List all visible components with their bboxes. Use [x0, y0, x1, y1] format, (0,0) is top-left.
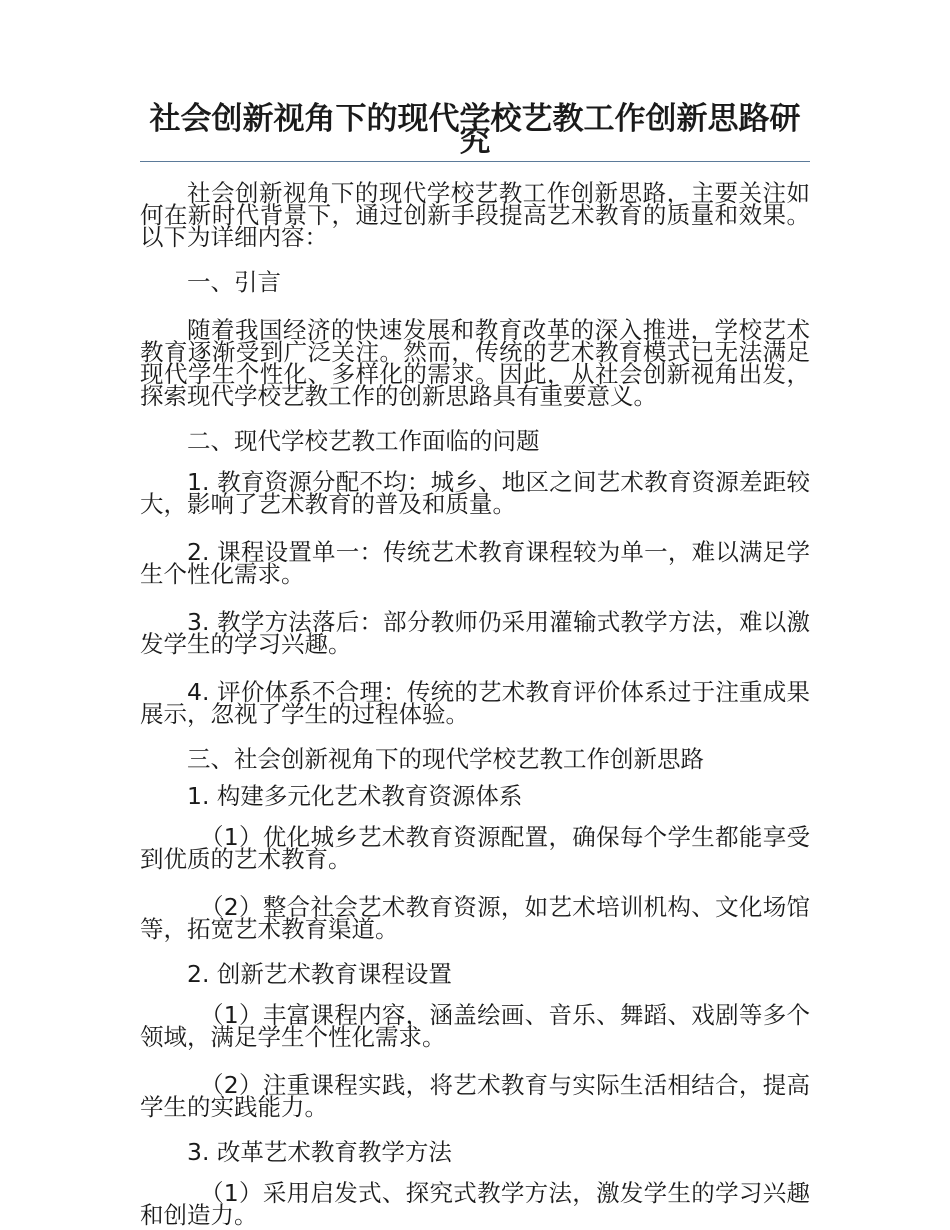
subsection-heading-3: 3. 改革艺术教育教学方法	[187, 1138, 452, 1166]
subsection-item-2-1: （1）丰富课程内容，涵盖绘画、音乐、舞蹈、戏剧等多个领域，满足学生个性化需求。	[140, 1001, 810, 1051]
section-heading-3: 三、社会创新视角下的现代学校艺教工作创新思路	[187, 745, 704, 773]
problem-item-4: 4. 评价体系不合理：传统的艺术教育评价体系过于注重成果展示，忽视了学生的过程体验。	[140, 678, 810, 728]
document-title: 社会创新视角下的现代学校艺教工作创新思路研究	[149, 101, 801, 159]
section-heading-2: 二、现代学校艺教工作面临的问题	[187, 427, 540, 455]
title-divider	[140, 161, 810, 162]
section-heading-1: 一、引言	[187, 268, 281, 296]
subsection-heading-2: 2. 创新艺术教育课程设置	[187, 960, 452, 988]
paragraph-background: 随着我国经济的快速发展和教育改革的深入推进，学校艺术教育逐渐受到广泛关注。然而，传统的艺术教育模式已无法满足现代学生个性化、多样化的需求。因此，从社会创新视角出发，探索现代学校艺教工作的创新思路具有重要意义。	[140, 316, 810, 410]
problem-item-1: 1. 教育资源分配不均：城乡、地区之间艺术教育资源差距较大，影响了艺术教育的普及和质量。	[140, 468, 810, 518]
intro-paragraph: 社会创新视角下的现代学校艺教工作创新思路，主要关注如何在新时代背景下，通过创新手段提高艺术教育的质量和效果。以下为详细内容：	[140, 179, 810, 251]
document-body	[140, 179, 810, 1229]
problem-item-3: 3. 教学方法落后：部分教师仍采用灌输式教学方法，难以激发学生的学习兴趣。	[140, 608, 810, 658]
subsection-item-1-2: （2）整合社会艺术教育资源，如艺术培训机构、文化场馆等，拓宽艺术教育渠道。	[140, 893, 810, 943]
subsection-heading-1: 1. 构建多元化艺术教育资源体系	[187, 782, 523, 810]
subsection-item-3-1: （1）采用启发式、探究式教学方法，激发学生的学习兴趣和创造力。	[140, 1179, 810, 1229]
subsection-item-2-2: （2）注重课程实践，将艺术教育与实际生活相结合，提高学生的实践能力。	[140, 1071, 810, 1121]
problem-item-2: 2. 课程设置单一：传统艺术教育课程较为单一，难以满足学生个性化需求。	[140, 538, 810, 588]
subsection-item-1-1: （1）优化城乡艺术教育资源配置，确保每个学生都能享受到优质的艺术教育。	[140, 823, 810, 873]
